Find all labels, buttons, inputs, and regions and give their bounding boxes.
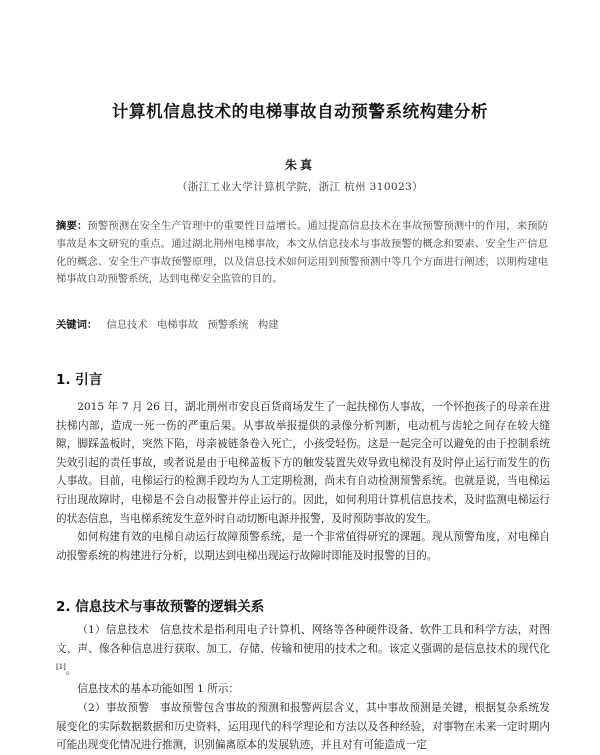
section-introduction-body [56, 398, 550, 565]
author-name: 朱真 [284, 158, 315, 172]
keyword: 电梯事故 [156, 319, 199, 331]
section-logic-body [56, 621, 550, 755]
keywords [56, 316, 548, 331]
section-heading-introduction: 1. 引言 [56, 372, 103, 388]
paragraph-text: （1）信息技术 信息技术是指利用电子计算机、网络等各种硬件设备、软件工具和科学方法，对图文、声、像各种信息进行获取、加工、存储、传输和使用的技术之和。该定义强调的是信息技术的现代化 [56, 624, 550, 655]
paragraph: 信息技术的基本功能如图 1 所示： [77, 683, 239, 696]
keywords-label: 关键词： [56, 319, 98, 331]
citation: [1] [56, 663, 66, 672]
keyword: 预警系统 [207, 319, 249, 331]
author-affiliation: （浙江工业大学计算机学院，浙江 杭州 310023） [176, 181, 424, 193]
paragraph: 如何构建有效的电梯自动运行故障预警系统，是一个非常值得研究的课题。现从预警角度，对电梯自动报警系统的构建进行分析，以期达到电梯出现运行故障时即能及时报警的目的。 [56, 531, 550, 562]
keyword: 信息技术 [106, 319, 148, 331]
section-heading-logic: 2. 信息技术与事故预警的逻辑关系 [56, 599, 265, 615]
keyword: 构建 [257, 319, 279, 331]
paper-title: 计算机信息技术的电梯事故自动预警系统构建分析 [111, 102, 489, 121]
abstract-text: 预警预测在安全生产管理中的重要性日益增长。通过提高信息技术在事故预警预测中的作用，来预防事故是本文研究的重点。通过湖北荆州电梯事故，本文从信息技术与事故预警的概念和要素、安全生产信息化的概念、安全生产事故预警原理，以及信息技术如何运用到预警预测中等几个方面进行阐述，以期构建电梯事故自动预警系统，达到电梯安全监管的目的。 [56, 220, 549, 286]
paragraph: （1）信息技术 信息技术是指利用电子计算机、网络等各种硬件设备、软件工具和科学方法，对图文、声、像各种信息进行获取、加工、存储、传输和使用的技术之和。该定义强调的是信息技术的现代化[1]。 [56, 624, 550, 677]
paragraph: （2）事故预警 事故预警包含事故的预测和报警两层含义，其中事故预测是关键，根据复杂系统发展变化的实际数据数据和历史资料，运用现代的科学理论和方法以及各种经验，对事物在未来一定时期内可能出现变化情况进行推测，识别偏离原本的发展轨迹，并且对有可能造成一定 [56, 701, 550, 752]
paragraph: 2015 年 7 月 26 日，湖北荆州市安良百货商场发生了一起扶梯伤人事故，一个怀抱孩子的母亲在进扶梯内部，造成一死一伤的严重后果。从事故举报提供的录像分析判断，电动机与齿轮之间存在较大缝隙，脚踩盖板时，突然下陷，母亲被链条卷入死亡，小孩受轻伤。这是一起完全可以避免的由于控制系统失效引起的责任事故，或者说是由于电梯盖板下方的触发装置失效导致电梯没有及时停止运行而发生的伤人事故。目前，电梯运行的检测手段均为人工定期检测，尚未有自动检测预警系统。也就是说，当电梯运行出现故障时，电梯是不会自动报警并停止运行的。因此，如何利用计算机信息技术，及时监测电梯运行的状态信息，当电梯系统发生意外时自动切断电源并报警，及时预防事故的发生。 [56, 401, 550, 525]
abstract [56, 218, 548, 289]
abstract-label: 摘要： [56, 220, 88, 232]
